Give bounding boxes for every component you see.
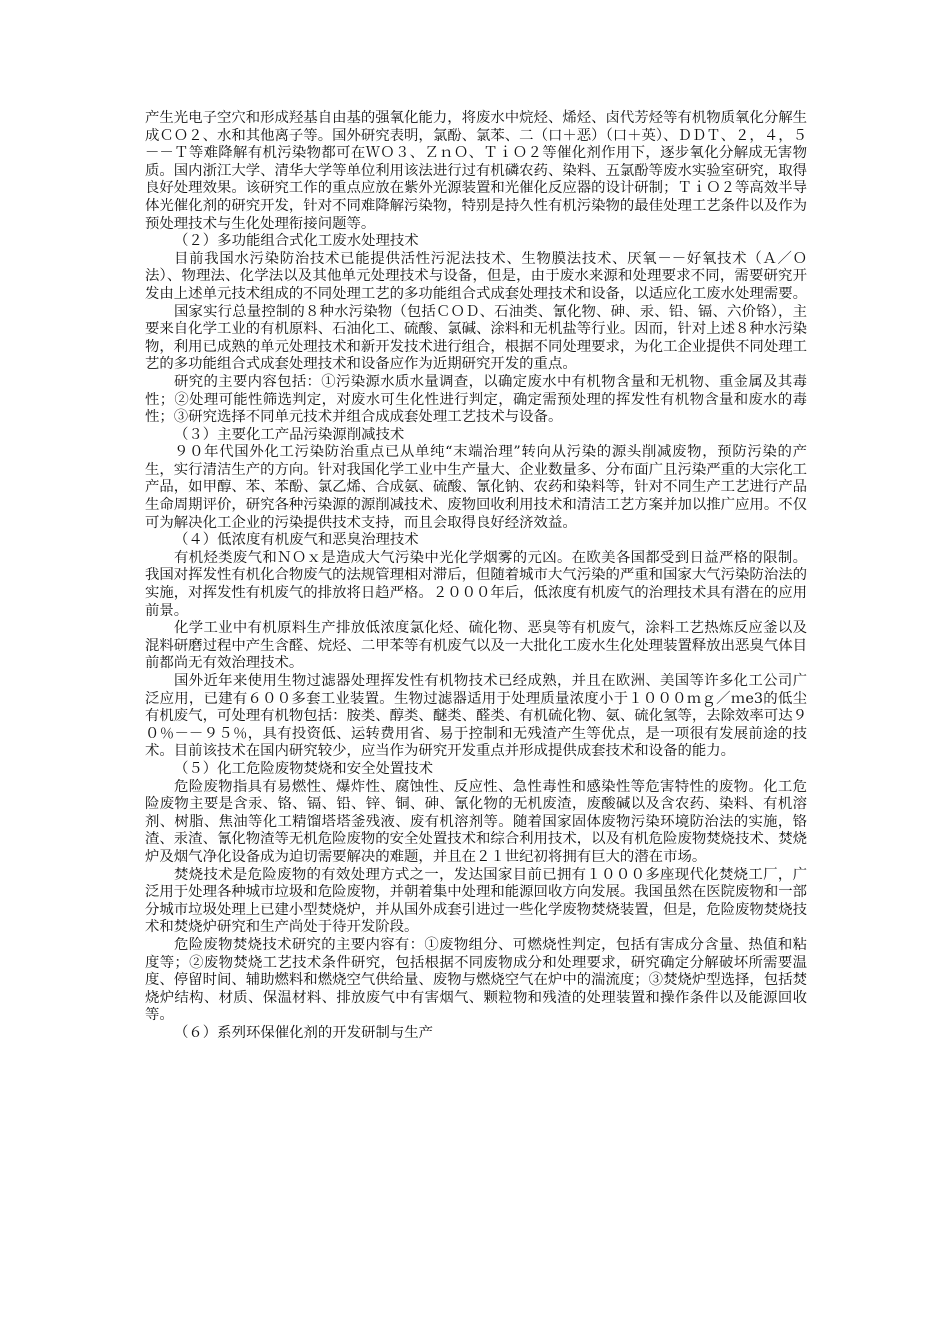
- paragraph-continued: 产生光电子空穴和形成羟基自由基的强氧化能力，将废水中烷烃、烯烃、卤代芳烃等有机物质氧化分解生成ＣＯ２、水和其他离子等。国外研究表明，氯酚、氯苯、二（口＋恶）（口＋英）、ＤＤＴ、２，４，５－－Ｔ等难降解有机污染物都可在ＷＯ３、ＺｎＯ、ＴｉＯ２等催化剂作用下，逐步氧化分解成无害物质。国内浙江大学、清华大学等单位利用该法进行过有机磷农药、染料、五氯酚等废水实验室研究，取得良好处理效果。该研究工作的重点应放在紫外光源装置和光催化反应器的设计研制；ＴｉＯ２等高效半导体光催化剂的研究开发，针对不同难降解污染物，特别是持久性有机污染物的最佳处理工艺条件以及作为预处理技术与生化处理衔接问题等。: [145, 110, 807, 232]
- paragraph: 化学工业中有机原料生产排放低浓度氯化烃、硫化物、恶臭等有机废气，涂料工艺热炼反应釜以及混料研磨过程中产生含醛、烷烃、二甲苯等有机废气以及一大批化工废水生化处理装置释放出恶臭气体目前都尚无有效治理技术。: [145, 620, 807, 672]
- paragraph: 研究的主要内容包括：①污染源水质水量调查，以确定废水中有机物含量和无机物、重金属及其毒性；②处理可能性筛选判定，对废水可生化性进行判定，确定需预处理的挥发性有机物含量和废水的毒性；③研究选择不同单元技术并组合成成套处理工艺技术与设备。: [145, 373, 807, 426]
- paragraph: ９０年代国外化工污染防治重点已从单纯“末端治理”转向从污染的源头削减废物，预防污染的产生，实行清洁生产的方向。针对我国化学工业中生产量大、企业数量多、分布面广且污染严重的大宗化工产品，如甲醇、苯、苯酚、氯乙烯、合成氨、硫酸、氰化钠、农药和染料等，针对不同生产工艺进行产品生命周期评价，研究各种污染源的源削减技术、废物回收利用技术和清洁工艺方案并加以推广应用。不仅可为解决化工企业的污染提供技术支持，而且会取得良好经济效益。: [145, 444, 807, 531]
- paragraph: 有机烃类废气和ＮＯｘ是造成大气污染中光化学烟雾的元凶。在欧美各国都受到日益严格的限制。我国对挥发性有机化合物废气的法规管理相对滞后，但随着城市大气污染的严重和国家大气污染防治法的实施，对挥发性有机废气的排放将日趋严格。２０００年后，低浓度有机废气的治理技术具有潜在的应用前景。: [145, 549, 807, 619]
- paragraph: 目前我国水污染防治技术已能提供活性污泥法技术、生物膜法技术、厌氧－－好氧技术（Ａ／Ｏ法）、物理法、化学法以及其他单元处理技术与设备，但是，由于废水来源和处理要求不同，需要研究开发由上述单元技术组成的不同处理工艺的多功能组合式成套处理技术和设备，以适应化工废水处理需要。: [145, 250, 807, 302]
- section-heading: （６）系列环保催化剂的开发研制与生产: [174, 1024, 434, 1041]
- section-heading: （５）化工危险废物焚烧和安全处置技术: [174, 760, 434, 777]
- paragraph: 危险废物指具有易燃性、爆炸性、腐蚀性、反应性、急性毒性和感染性等危害特性的废物。化工危险废物主要是含汞、铬、镉、铅、锌、铜、砷、氰化物的无机废渣，废酸碱以及含农药、染料、有机溶剂、树脂、焦油等化工精馏塔塔釜残液、废有机溶剂等。随着国家固体废物污染环境防治法的实施，铬渣、汞渣、氰化物渣等无机危险废物的安全处置技术和综合利用技术，以及有机危险废物焚烧技术、焚烧炉及烟气净化设备成为迫切需要解决的难题，并且在２１世纪初将拥有巨大的潜在市场。: [145, 778, 807, 865]
- section-heading: （４）低浓度有机废气和恶臭治理技术: [174, 532, 419, 549]
- paragraph: 焚烧技术是危险废物的有效处理方式之一，发达国家目前已拥有１０００多座现代化焚烧工厂，广泛用于处理各种城市垃圾和危险废物，并朝着集中处理和能源回收方向发展。我国虽然在医院废物和一部分城市垃圾处理上已建小型焚烧炉，并从国外成套引进过一些化学废物焚烧装置，但是，危险废物焚烧技术和焚烧炉研究和生产尚处于待开发阶段。: [145, 866, 807, 936]
- document-page: [145, 110, 807, 1042]
- paragraph: 国外近年来使用生物过滤器处理挥发性有机物技术已经成熟，并且在欧洲、美国等许多化工公司广泛应用，已建有６００多套工业装置。生物过滤器适用于处理质量浓度小于１０００ｍｇ／ｍe3的低尘有机废气，可处理有机物包括：胺类、醇类、醚类、醛类、有机硫化物、氨、硫化氢等，去除效率可达９０％－－９５％，具有投资低、运转费用省、易于控制和无残渣产生等优点，是一项很有发展前途的技术。目前该技术在国内研究较少，应当作为研究开发重点并形成提供成套技术和设备的能力。: [145, 673, 807, 760]
- paragraph: 危险废物焚烧技术研究的主要内容有：①废物组分、可燃烧性判定，包括有害成分含量、热值和粘度等；②废物焚烧工艺技术条件研究，包括根据不同废物成分和处理要求，研究确定分解破坏所需要温度、停留时间、辅助燃料和燃烧空气供给量、废物与燃烧空气在炉中的湍流度；③焚烧炉型选择，包括焚烧炉结构、材质、保温材料、排放废气中有害烟气、颗粒物和残渣的处理装置和操作条件以及能源回收等。: [145, 936, 807, 1024]
- section-heading: （２）多功能组合式化工废水处理技术: [174, 233, 419, 250]
- section-heading: （３）主要化工产品污染源削减技术: [174, 426, 405, 443]
- paragraph: 国家实行总量控制的８种水污染物（包括ＣＯＤ、石油类、氰化物、砷、汞、铅、镉、六价铬），主要来自化学工业的有机原料、石油化工、硫酸、氯碱、涂料和无机盐等行业。因而，针对上述８种水污染物，利用已成熟的单元处理技术和新开发技术进行组合，根据不同处理要求，为化工企业提供不同处理工艺的多功能组合式成套处理技术和设备应作为近期研究开发的重点。: [145, 303, 807, 373]
